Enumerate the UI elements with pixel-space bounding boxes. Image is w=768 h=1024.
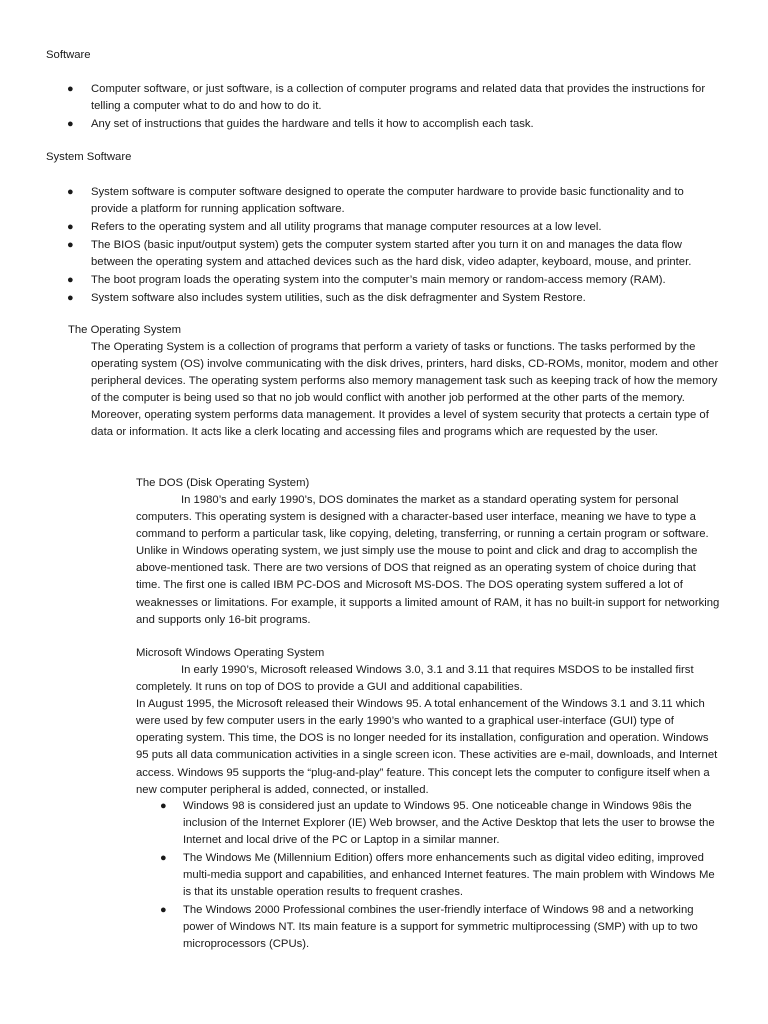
list-item: ● The Windows Me (Millennium Edition) offers more enhancements such as digital video editing, improved multi-media support and capabilities, and enhanced Internet features. The main problem with Windows Me is that its unstable operation results to frequent crashes. [160, 852, 715, 898]
list-item: ● The boot program loads the operating system into the computer’s main memory or random-access memory (RAM). [91, 272, 721, 289]
bullet-icon: ● [67, 239, 74, 251]
bullet-icon: ● [67, 83, 74, 95]
bullet-icon: ● [160, 800, 167, 812]
list-item: ● Refers to the operating system and all utility programs that manage computer resources at a low level. [91, 219, 721, 236]
dos-heading: The DOS (Disk Operating System) [136, 477, 310, 489]
windows-intro-paragraph: In early 1990’s, Microsoft released Windows 3.0, 3.1 and 3.11 that requires MSDOS to be installed first completely. It runs on top of DOS to provide a GUI and additional capabilities. [136, 664, 694, 694]
list-item: ● Any set of instructions that guides the hardware and tells it how to accomplish each task. [91, 116, 721, 133]
bullet-icon: ● [67, 274, 74, 286]
list-item: ● Computer software, or just software, is a collection of computer programs and related data that provides the instructions for telling a computer what to do and how to do it. [67, 83, 706, 112]
dos-paragraph: In 1980’s and early 1990’s, DOS dominates the market as a standard operating system for personal computers. This operating system is designed with a character-based user interface, meaning we have to type a command to perform a particular task, like copying, deleting, transferring, or running a certain program or software. Unlike in Windows operating system, we just simply use the mouse to point and click and drag to accomplish the above-mentioned task. There are two versions of DOS that reigned as an operating system of choice during that time. The first one is called IBM PC-DOS and Microsoft MS-DOS. The DOS operating system suffered a lot of weaknesses or limitations. For example, it supports a limited amount of RAM, it has no built-in support for networking and supports only 16-bit programs. [136, 494, 720, 626]
windows-95-paragraph: In August 1995, the Microsoft released their Windows 95. A total enhancement of the Windows 3.1 and 3.11 which were used by few computer users in the early 1990’s who wanted to a graphical user-interface (GUI) type of operating system. This time, the DOS is no longer needed for its installation, configuration and operation. Windows 95 puts all data communication activities in a single screen icon. These activities are e-mail, downloads, and Internet access. Windows 95 supports the “plug-and-play” feature. This concept lets the computer to configure itself when a new computer peripheral is added, connected, or installed. [136, 698, 718, 796]
bullet-icon: ● [160, 904, 167, 916]
bullet-icon: ● [67, 292, 74, 304]
system-software-heading: System Software [46, 151, 132, 163]
bullet-icon: ● [67, 221, 74, 233]
windows-bullet-list [160, 798, 720, 953]
list-item: ● Windows 98 is considered just an update to Windows 95. One noticeable change in Windows 98is the inclusion of the Internet Explorer (IE) Web browser, and the Active Desktop that lets the user to browse the Internet and local drive of the PC or Laptop in a similar manner. [160, 800, 715, 846]
bullet-icon: ● [160, 852, 167, 864]
windows-heading: Microsoft Windows Operating System [136, 647, 325, 659]
list-item: ● The BIOS (basic input/output system) gets the computer system started after you turn it on and manages the data flow between the operating system and attached devices such as the hard disk, video adapter, keyboard, mouse, and printer. [67, 239, 692, 268]
windows-text-block [136, 662, 720, 799]
system-software-bullet-list [67, 184, 721, 307]
bullet-icon: ● [67, 186, 74, 198]
operating-system-paragraph: The Operating System is a collection of programs that perform a variety of tasks or functions. The tasks performed by the operating system (OS) involve communicating with the disk drives, printers, hard disks, CD-ROMs, monitor, modem and other peripheral devices. The operating system performs also memory management task such as keeping track of how the memory of the computer is being used so that no job would conflict with another job performed at the other parts of the memory. Moreover, operating system performs data management. It provides a level of system security that protects a certain type of data or information. It acts like a clerk locating and accessing files and programs which are requested by the user. [91, 341, 719, 439]
operating-system-heading: The Operating System [68, 324, 182, 336]
list-item: ● System software also includes system utilities, such as the disk defragmenter and System Restore. [91, 290, 721, 307]
bullet-icon: ● [67, 118, 74, 130]
list-item: ● The Windows 2000 Professional combines the user-friendly interface of Windows 98 and a networking power of Windows NT. Its main feature is a support for symmetric multiprocessing (SMP) with up to two microprocessors (CPUs). [160, 904, 698, 950]
software-bullet-list [67, 81, 721, 133]
software-heading: Software [46, 49, 91, 61]
list-item: ● System software is computer software designed to operate the computer hardware to provide basic functionality and to provide a platform for running application software. [67, 186, 684, 215]
